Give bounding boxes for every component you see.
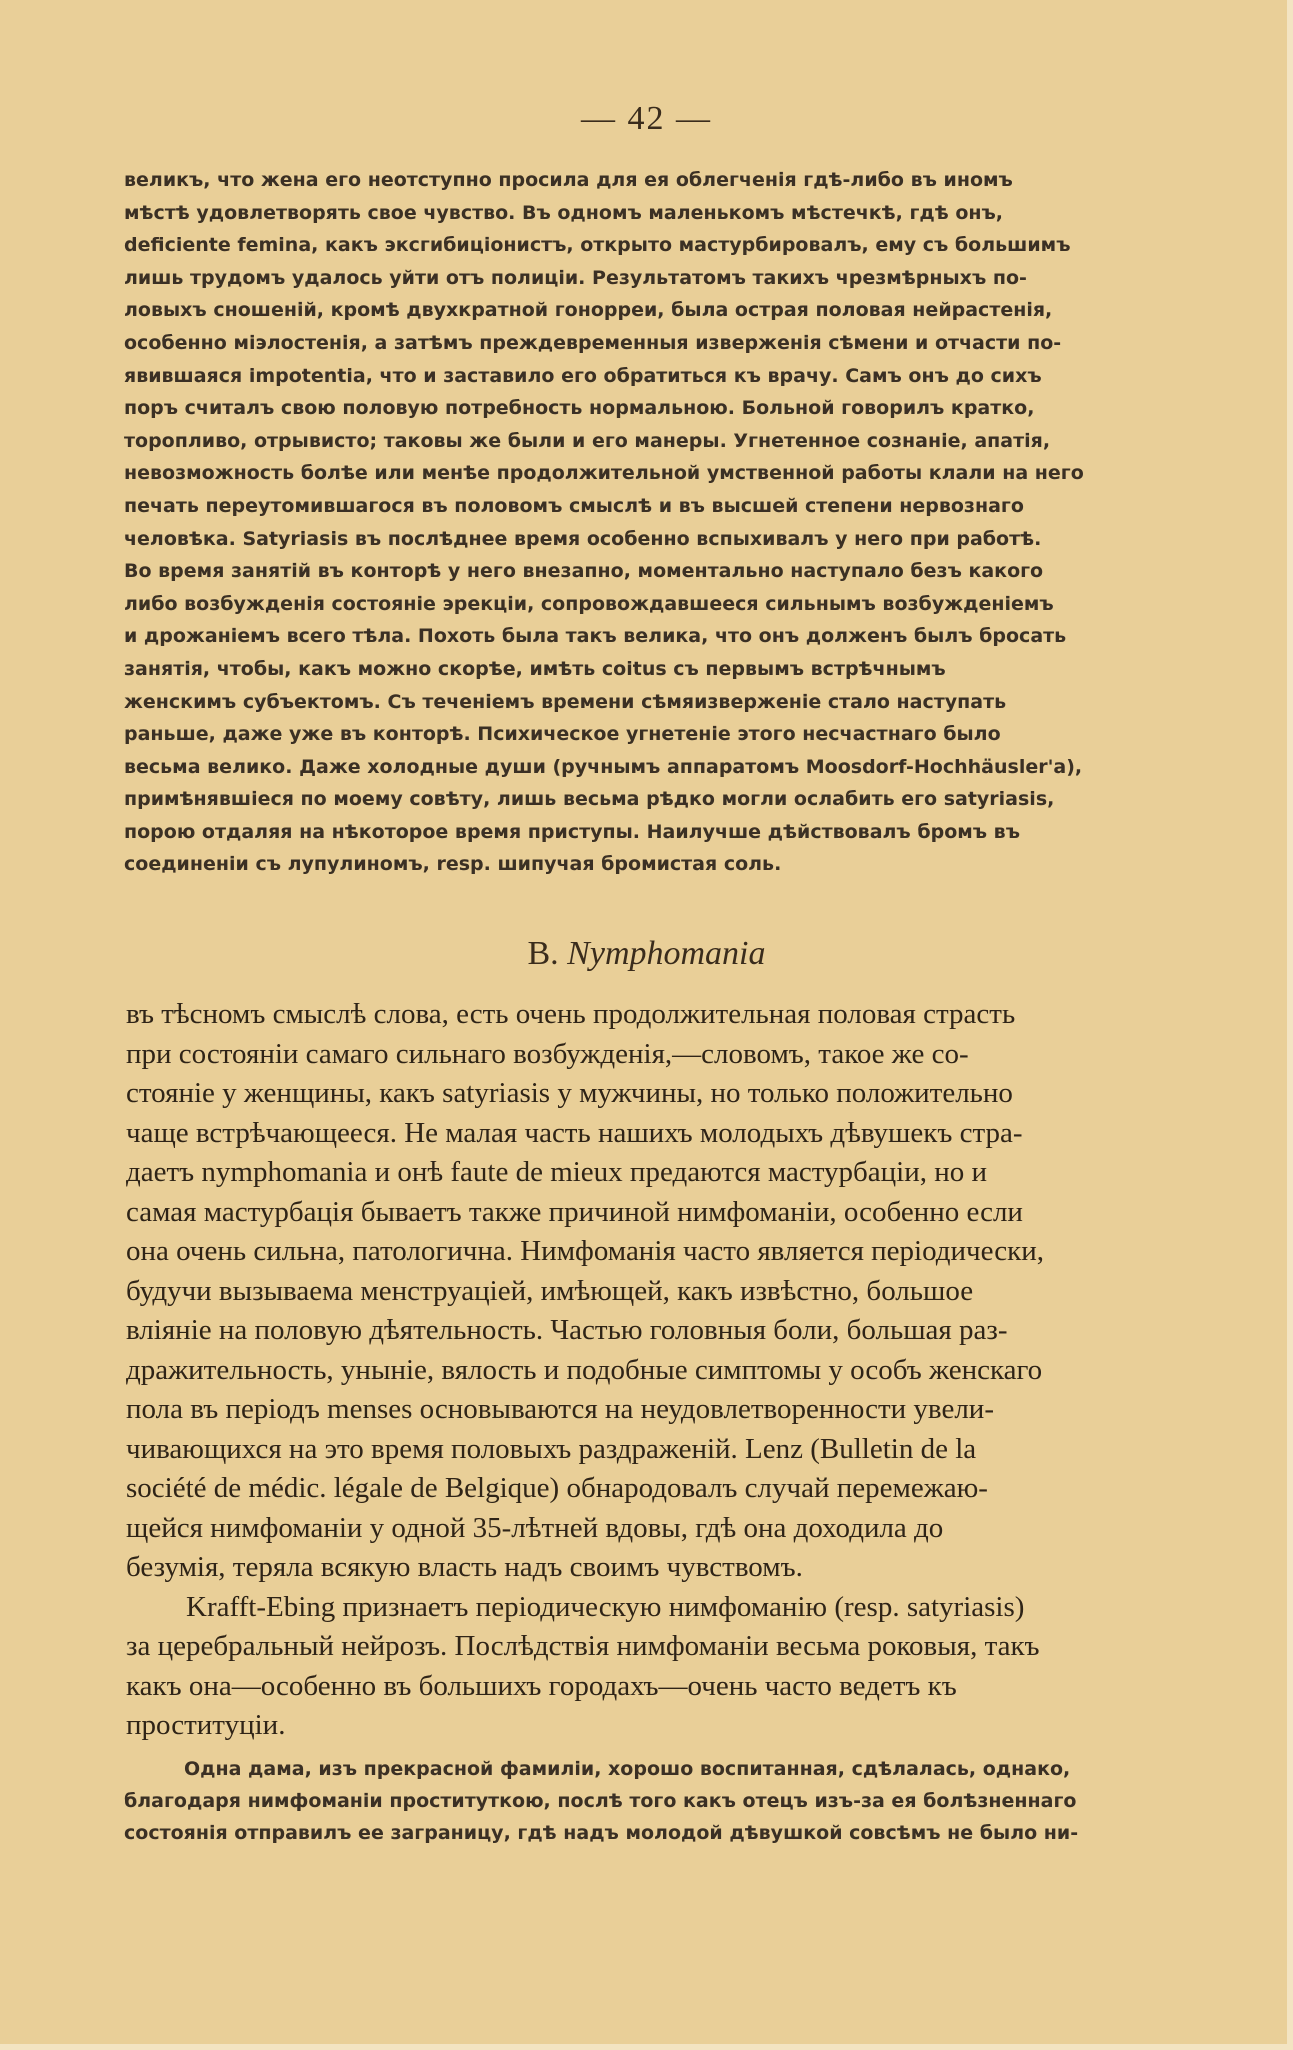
text-line: будучи вызываема менструаціей, имѣющей, какъ извѣстно, большое bbox=[126, 1274, 974, 1307]
text-line: состоянія отправилъ ее заграницу, гдѣ надъ молодой дѣвушкой совсѣмъ не было ни- bbox=[124, 1822, 1079, 1844]
text-line: торопливо, отрывисто; таковы же были и его манеры. Угнетенное сознаніе, апатія, bbox=[124, 429, 1051, 452]
section-heading bbox=[0, 935, 1293, 973]
text-line: самая мастурбація бываетъ также причиной нимфоманіи, особенно если bbox=[126, 1195, 1023, 1228]
page-number: — 42 — bbox=[581, 100, 712, 137]
text-line: пола въ періодъ menses основываются на неудовлетворенности увели- bbox=[126, 1393, 994, 1425]
section-title: Nymphomania bbox=[567, 935, 766, 972]
text-line: женскимъ субъектомъ. Съ теченіемъ времени сѣмяизверженіе стало наступать bbox=[124, 690, 1007, 713]
text-line: поръ считалъ свою половую потребность нормальною. Больной говорилъ кратко, bbox=[124, 397, 1035, 420]
text-line: явившаяся impotentia, что и заставило его обратиться къ врачу. Самъ онъ до сихъ bbox=[124, 364, 1042, 387]
text-line: дражительность, уныніе, вялость и подобные симптомы у особъ женскаго bbox=[126, 1353, 1043, 1386]
text-line: въ тѣсномъ смыслѣ слова, есть очень продолжительная половая страсть bbox=[126, 998, 1016, 1030]
text-line: стояніе у женщины, какъ satyriasis у мужчины, но только положительно bbox=[126, 1077, 1013, 1109]
text-line: весьма велико. Даже холодные души (ручнымъ аппаратомъ Moosdorf-Hochhäusler'а), bbox=[124, 755, 1083, 778]
section-letter: B. bbox=[527, 935, 559, 972]
text-line: за церебральный нейрозъ. Послѣдствія нимфоманіи весьма роковыя, такъ bbox=[126, 1630, 1040, 1662]
text-line: при состояніи самаго сильнаго возбужденія,—словомъ, такое же со- bbox=[126, 1037, 969, 1070]
text-line: и дрожаніемъ всего тѣла. Похоть была такъ велика, что онъ долженъ былъ бросать bbox=[124, 625, 1067, 648]
text-line: Krafft-Ebing признаетъ періодическую нимфоманію (resp. satyriasis) bbox=[186, 1590, 1025, 1623]
text-line: проституціи. bbox=[126, 1709, 286, 1741]
text-line: даетъ nymphomania и онѣ faute de mieux предаются мастурбаціи, но и bbox=[126, 1156, 988, 1188]
text-line: печать переутомившагося въ половомъ смыслѣ и въ высшей степени нервознаго bbox=[124, 494, 1024, 517]
text-line: Во время занятій въ конторѣ у него внезапно, моментально наступало безъ какого bbox=[124, 560, 1044, 583]
text-line: чивающихся на это время половыхъ раздраженій. Lenz (Bulletin de la bbox=[126, 1432, 977, 1465]
top-paragraph bbox=[124, 164, 1184, 881]
text-line: раньше, даже уже въ конторѣ. Психическое угнетеніе этого несчастнаго было bbox=[124, 723, 1001, 746]
text-line: ловыхъ сношеній, кромѣ двухкратной гонорреи, была острая половая нейрастенія, bbox=[124, 299, 1053, 322]
text-line: либо возбужденія состояніе эрекціи, сопровождавшееся сильнымъ возбужденіемъ bbox=[124, 592, 1054, 615]
bottom-paragraph bbox=[124, 1753, 1184, 1849]
text-line: щейся нимфоманіи у одной 35-лѣтней вдовы, гдѣ она доходила до bbox=[126, 1511, 944, 1544]
text-line: порою отдаляя на нѣкоторое время приступы. Наилучше дѣйствовалъ бромъ въ bbox=[124, 820, 1020, 843]
text-line: Одна дама, изъ прекрасной фамиліи, хорошо воспитанная, сдѣлалась, однако, bbox=[184, 1758, 1071, 1780]
text-line: благодаря нимфоманіи проституткою, послѣ того какъ отецъ изъ-за ея болѣзненнаго bbox=[124, 1790, 1077, 1812]
text-line: мѣстѣ удовлетворять свое чувство. Въ одномъ маленькомъ мѣстечкѣ, гдѣ онъ, bbox=[124, 201, 1004, 224]
text-line: какъ она—особенно въ большихъ городахъ—очень часто ведетъ къ bbox=[126, 1669, 957, 1702]
text-line: великъ, что жена его неотступно просила для ея облегченія гдѣ-либо въ иномъ bbox=[124, 169, 1013, 191]
text-line: вліяніе на половую дѣятельность. Частью головныя боли, большая раз- bbox=[126, 1314, 1008, 1346]
main-text bbox=[126, 995, 1186, 1746]
text-line: чаще встрѣчающееся. Не малая часть нашихъ молодыхъ дѣвушекъ стра- bbox=[126, 1116, 1023, 1149]
text-line: она очень сильна, патологична. Нимфоманія часто является періодически, bbox=[126, 1235, 1044, 1267]
text-line: человѣка. Satyriasis въ послѣднее время особенно вспыхивалъ у него при работѣ. bbox=[124, 527, 1042, 550]
text-line: лишь трудомъ удалось уйти отъ полиціи. Результатомъ такихъ чрезмѣрныхъ по- bbox=[124, 266, 1027, 289]
text-line: примѣнявшіеся по моему совѣту, лишь весьма рѣдко могли ослабить его satyriasis, bbox=[124, 788, 1055, 811]
text-line: невозможность болѣе или менѣе продолжительной умственной работы клали на него bbox=[124, 462, 1084, 485]
text-line: deficiente femina, какъ эксгибиціонистъ, открыто мастурбировалъ, ему съ большимъ bbox=[124, 234, 1071, 257]
text-line: безумія, теряла всякую власть надъ своимъ чувствомъ. bbox=[126, 1551, 803, 1583]
text-line: занятія, чтобы, какъ можно скорѣе, имѣть coitus съ первымъ встрѣчнымъ bbox=[124, 657, 946, 680]
text-line: société de médic. légale de Belgique) обнародовалъ случай перемежаю- bbox=[126, 1472, 988, 1504]
text-line: особенно міэлостенія, а затѣмъ преждевременныя изверженія сѣмени и отчасти по- bbox=[124, 331, 1062, 354]
text-line: соединеніи съ лупулиномъ, resp. шипучая бромистая соль. bbox=[124, 853, 782, 876]
